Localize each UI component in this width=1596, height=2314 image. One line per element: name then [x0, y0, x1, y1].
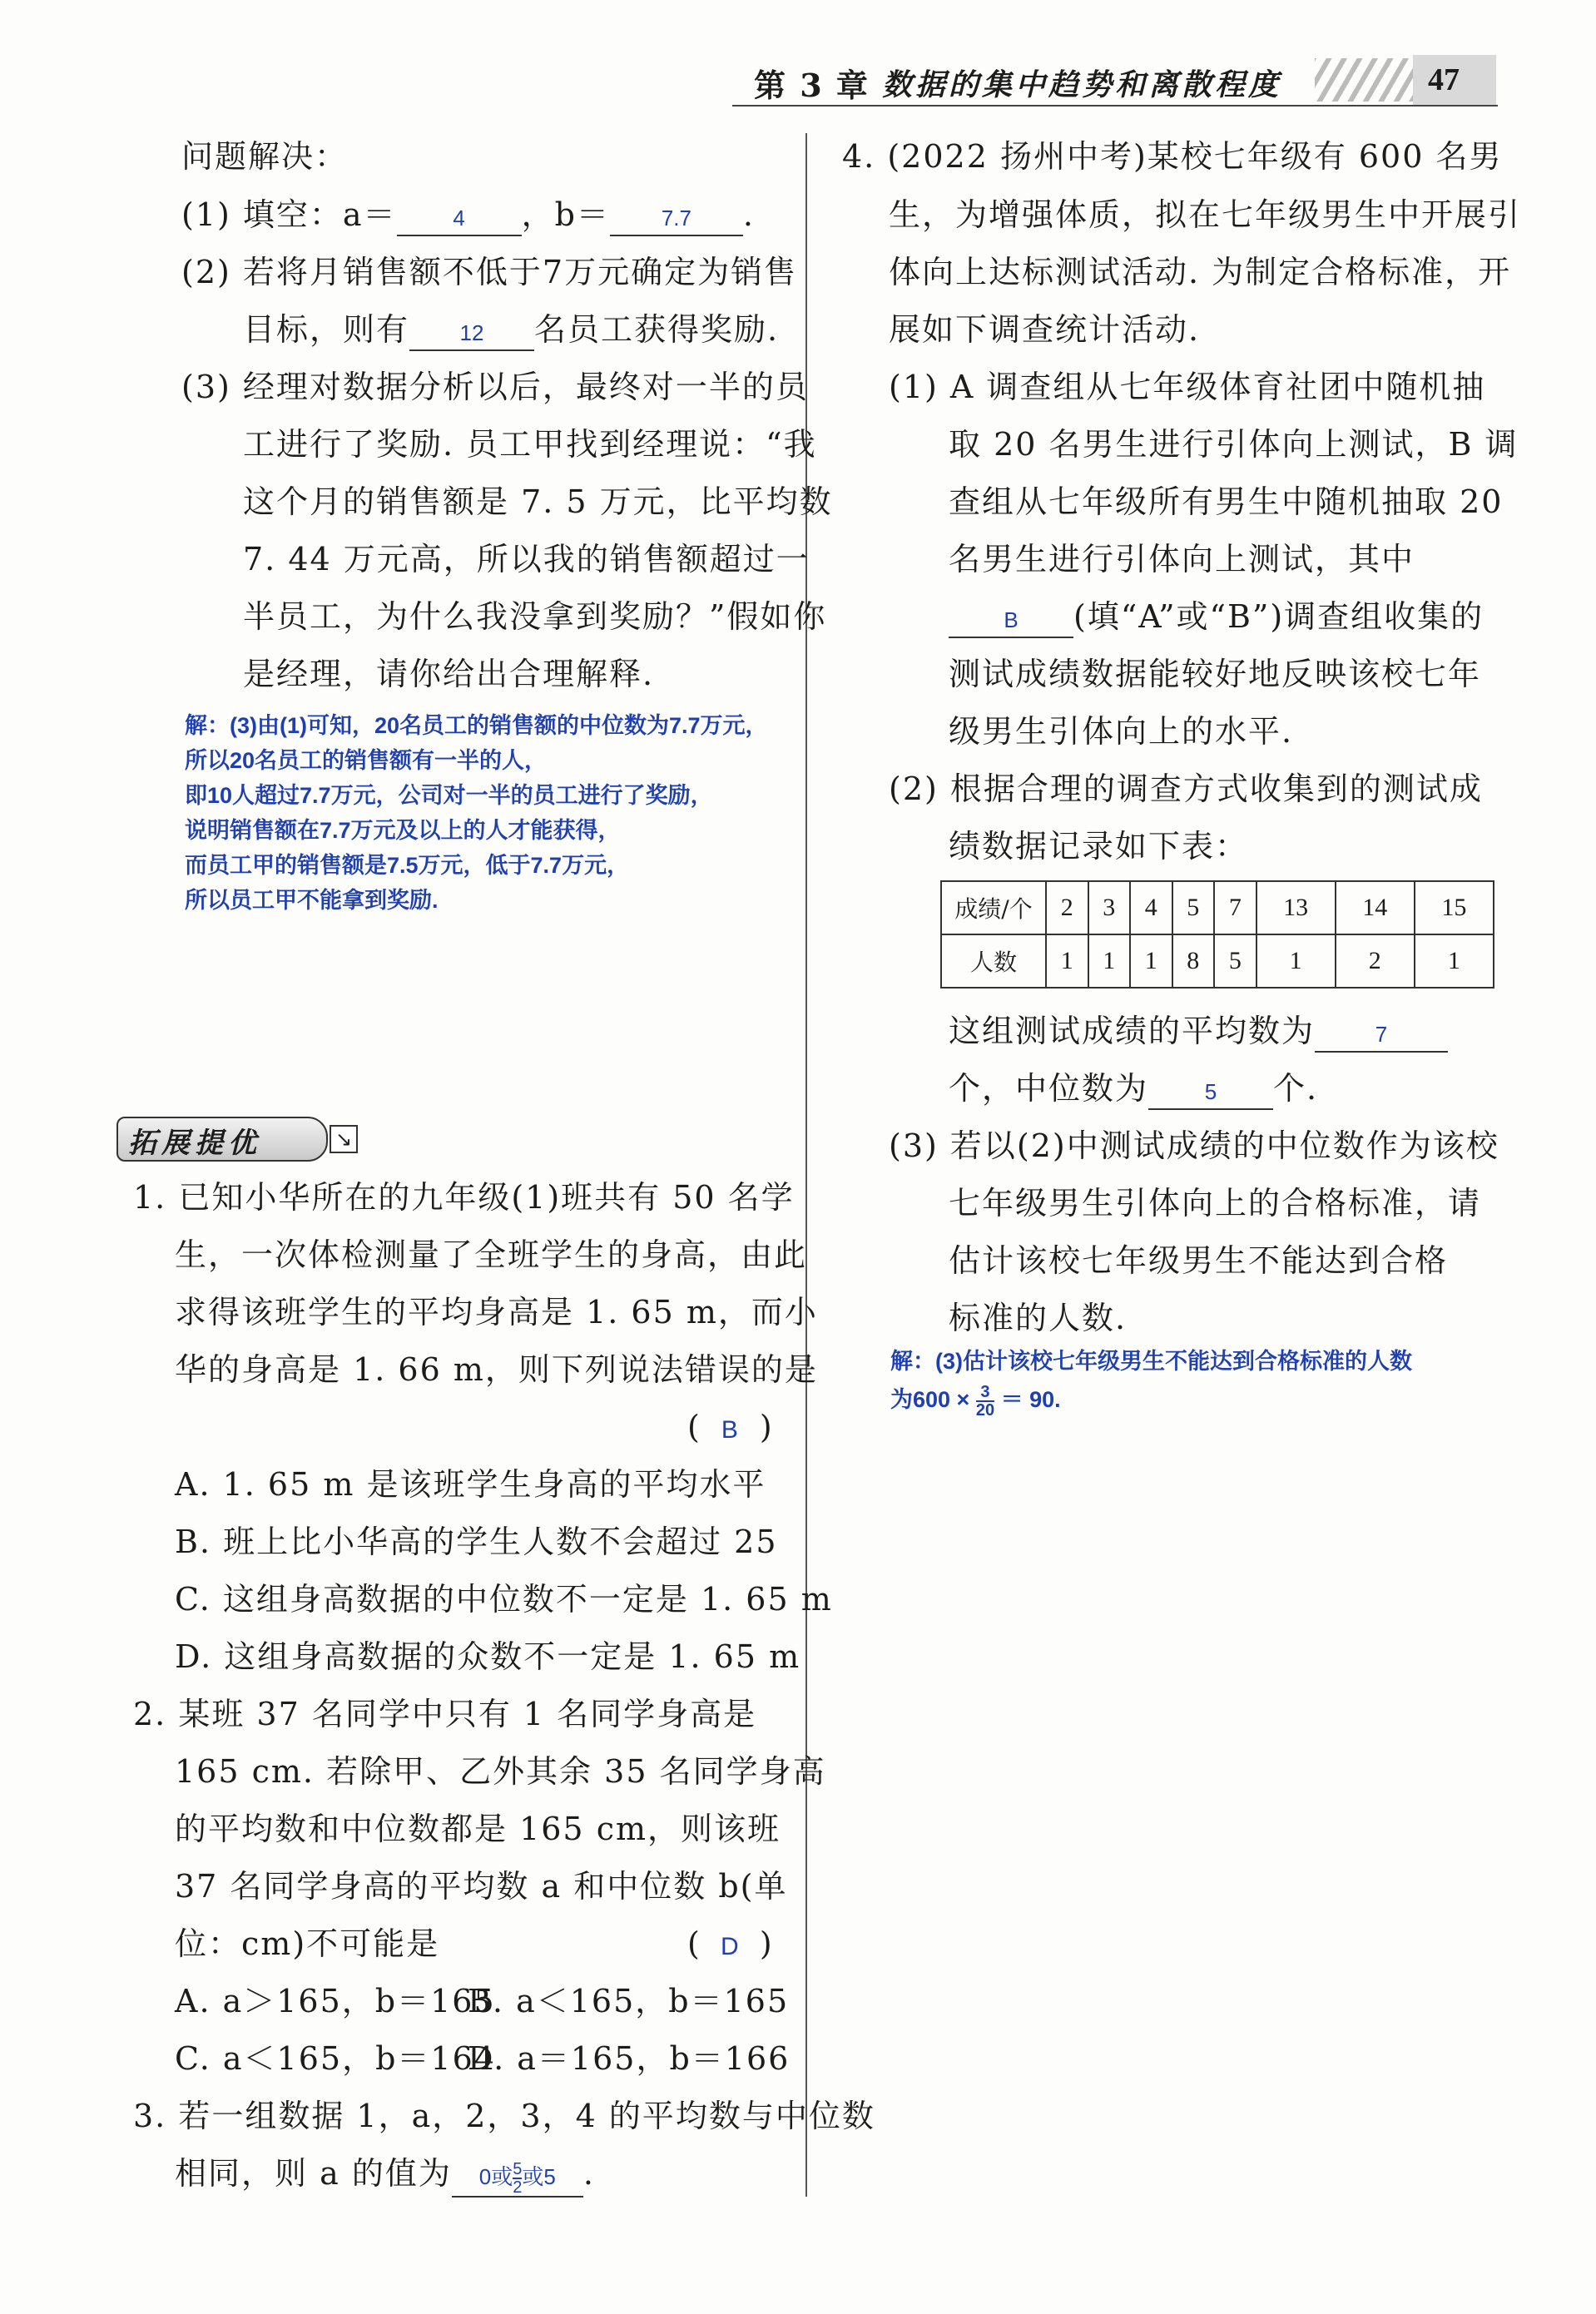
p3-end: . [582, 2155, 595, 2192]
left-q2-line1: (2) 若将月销售额不低于7万元确定为销售 [181, 254, 798, 290]
left-q3-solution: 说明销售额在7.7万元及以上的人才能获得， [185, 818, 621, 843]
left-q1-end: . [742, 196, 755, 233]
left-q3-line: 是经理，请你给出合理解释. [243, 656, 655, 692]
count-cell: 1 [1415, 934, 1494, 988]
p1-answer: B [721, 1416, 740, 1444]
page-number: 47 [1428, 62, 1460, 97]
count-cell: 1 [1088, 934, 1131, 988]
p2-line: 2. 某班 37 名同学中只有 1 名同学身高是 [133, 1696, 757, 1732]
p3-fraction [513, 2161, 522, 2196]
answer-count-blank: 12 [409, 316, 534, 351]
score-cell: 14 [1336, 881, 1415, 934]
p1-line: 生，一次体检测量了全班学生的身高，由此 [175, 1236, 808, 1273]
count-header: 人数 [941, 934, 1046, 988]
page-number-box [1413, 55, 1496, 105]
p3-ans-a: 0或 [478, 2164, 513, 2189]
score-table [940, 880, 1494, 989]
p2-option-c: C. a＜165，b＝164 [175, 2040, 496, 2077]
p3-ans-b: 或5 [522, 2164, 556, 2189]
p4-sol-den: 20 [975, 1400, 995, 1420]
score-cell: 5 [1172, 881, 1215, 934]
header-title: 数据的集中趋势和离散程度 [882, 67, 1282, 102]
p1-option-a: A. 1. 65 m 是该班学生身高的平均水平 [175, 1466, 766, 1503]
p4-sol-b: ＝ 90. [994, 1387, 1061, 1412]
left-q3-solution: 所以员工甲不能拿到奖励. [185, 888, 439, 913]
left-q1-prefix: (1) 填空：a＝ [181, 196, 397, 233]
left-q3-solution: 即10人超过7.7万元，公司对一半的员工进行了奖励， [185, 783, 713, 808]
count-cell: 8 [1172, 934, 1215, 988]
left-q2-text-b: 名员工获得奖励. [534, 311, 780, 348]
p2-line: 位：cm)不可能是 [175, 1925, 440, 1962]
section-title: 拓展提优 [128, 1127, 261, 1160]
score-cell: 4 [1130, 881, 1172, 934]
left-q3-line: (3) 经理对数据分析以后，最终对一半的员 [181, 369, 809, 405]
p1-answer-bracket: ( B ) [687, 1408, 774, 1449]
p4-q1-line: 查组从七年级所有男生中随机抽取 20 [949, 483, 1504, 520]
count-cell: 2 [1336, 934, 1415, 988]
p1-line: 求得该班学生的平均身高是 1. 65 m，而小 [175, 1294, 818, 1330]
p3-frac-num: 5 [513, 2160, 523, 2179]
p4-sol-fraction [976, 1384, 994, 1419]
p4-q2-median [949, 1069, 1318, 1110]
p4-q1-line: 测试成绩数据能较好地反映该校七年 [949, 656, 1482, 692]
p4-line: 展如下调查统计活动. [889, 311, 1201, 348]
p2-option-b: B. a＜165，b＝165 [468, 1983, 790, 2019]
score-cell: 7 [1214, 881, 1256, 934]
left-q1 [181, 196, 755, 236]
p4-q2-line: 绩数据记录如下表： [949, 828, 1249, 865]
left-q1-mid: ，b＝ [521, 196, 610, 233]
p1-line: 1. 已知小华所在的九年级(1)班共有 50 名学 [133, 1179, 795, 1216]
p1-option-b: B. 班上比小华高的学生人数不会超过 25 [175, 1524, 778, 1560]
score-cell: 13 [1256, 881, 1336, 934]
left-q3-line: 工进行了奖励. 员工甲找到经理说：“我 [243, 426, 817, 463]
arrow-icon: ↘ [330, 1125, 358, 1153]
p4-q1-after: (填“A”或“B”)调查组收集的 [1073, 598, 1484, 635]
p4-q2-line: (2) 根据合理的调查方式收集到的测试成 [889, 771, 1483, 807]
p4-q2-mean [949, 1012, 1448, 1053]
answer-a-blank: 4 [397, 201, 522, 236]
mean-blank: 7 [1315, 1018, 1448, 1053]
left-q2-text-a: 目标，则有 [243, 311, 410, 348]
p4-q3-line: 七年级男生引体向上的合格标准，请 [949, 1185, 1482, 1221]
p2-answer-bracket: ( D ) [687, 1925, 774, 1966]
p1-option-c: C. 这组身高数据的中位数不一定是 1. 65 m [175, 1581, 833, 1618]
count-row [941, 934, 1494, 988]
p4-q3-line: 标准的人数. [949, 1300, 1128, 1336]
p4-q2-after2b: 个. [1273, 1070, 1319, 1107]
score-row [941, 881, 1494, 934]
p2-line: 165 cm. 若除甲、乙外其余 35 名同学身高 [175, 1753, 826, 1790]
p4-q1-fill [949, 597, 1484, 638]
count-cell: 1 [1046, 934, 1088, 988]
p4-q3-solution-line1: 解：(3)估计该校七年级男生不能达到合格标准的人数 [890, 1349, 1412, 1374]
header-bar [732, 55, 1498, 105]
score-header: 成绩/个 [941, 881, 1046, 934]
left-q3-solution: 解：(3)由(1)可知，20名员工的销售额的中位数为7.7万元， [185, 713, 768, 738]
p4-q2-after1: 这组测试成绩的平均数为 [949, 1013, 1316, 1049]
p4-line: 体向上达标测试活动. 为制定合格标准，开 [889, 254, 1512, 290]
p4-q1-line: 名男生进行引体向上测试，其中 [949, 541, 1415, 577]
problem-solve-heading: 问题解决： [181, 138, 349, 175]
left-q3-line: 7. 44 万元高，所以我的销售额超过一 [243, 541, 810, 577]
score-cell: 3 [1088, 881, 1131, 934]
score-cell: 2 [1046, 881, 1088, 934]
p2-line: 37 名同学身高的平均数 a 和中位数 b(单 [175, 1868, 788, 1905]
header-stripes [1315, 58, 1415, 102]
p3-text: 相同，则 a 的值为 [175, 2155, 452, 2192]
p4-q1-line: 取 20 名男生进行引体向上测试，B 调 [949, 426, 1519, 463]
left-q3-line: 半员工，为什么我没拿到奖励？”假如你 [243, 598, 827, 635]
left-q3-line: 这个月的销售额是 7. 5 万元，比平均数 [243, 483, 833, 520]
left-q2-line2 [243, 310, 779, 351]
count-cell: 1 [1256, 934, 1336, 988]
p3-answer-blank [452, 2160, 583, 2198]
p4-q3-line: 估计该校七年级男生不能达到合格 [949, 1242, 1449, 1279]
section-title-badge [116, 1117, 328, 1162]
p2-option-a: A. a＞165，b＝165 [175, 1983, 496, 2019]
p3-line1: 3. 若一组数据 1，a，2，3，4 的平均数与中位数 [133, 2098, 875, 2134]
p1-option-d: D. 这组身高数据的众数不一定是 1. 65 m [175, 1638, 801, 1675]
score-cell: 15 [1415, 881, 1494, 934]
p2-option-d: D. a＝165，b＝166 [468, 2040, 791, 2077]
p4-q2-after2a: 个，中位数为 [949, 1070, 1149, 1107]
p4-q1-answer-blank: B [949, 603, 1073, 638]
p1-line: 华的身高是 1. 66 m，则下列说法错误的是 [175, 1351, 818, 1388]
answer-b-blank: 7.7 [610, 201, 743, 236]
count-cell: 1 [1130, 934, 1172, 988]
p4-q1-line: (1) A 调查组从七年级体育社团中随机抽 [889, 369, 1486, 405]
p4-q3-solution-line2 [890, 1381, 1061, 1419]
p3-line2 [175, 2154, 595, 2198]
left-q3-solution: 而员工甲的销售额是7.5万元，低于7.7万元， [185, 853, 630, 878]
p4-q3-line: (3) 若以(2)中测试成绩的中位数作为该校 [889, 1127, 1499, 1164]
count-cell: 5 [1214, 934, 1256, 988]
left-q3-solution: 所以20名员工的销售额有一半的人， [185, 748, 548, 773]
p4-line: 生，为增强体质，拟在七年级男生中开展引 [889, 196, 1522, 233]
p4-sol-a: 为600 × [890, 1387, 976, 1412]
header-chapter: 第 3 章 [754, 67, 870, 104]
p4-q1-line: 级男生引体向上的水平. [949, 713, 1294, 750]
p4-line: 4. (2022 扬州中考)某校七年级有 600 名男 [842, 138, 1503, 175]
header-underline [732, 105, 1498, 107]
p3-frac-den: 2 [513, 2178, 523, 2198]
p4-sol-num: 3 [976, 1384, 994, 1402]
p2-answer: D [720, 1933, 741, 1960]
median-blank: 5 [1148, 1075, 1273, 1110]
p2-line: 的平均数和中位数都是 165 cm，则该班 [175, 1811, 781, 1847]
